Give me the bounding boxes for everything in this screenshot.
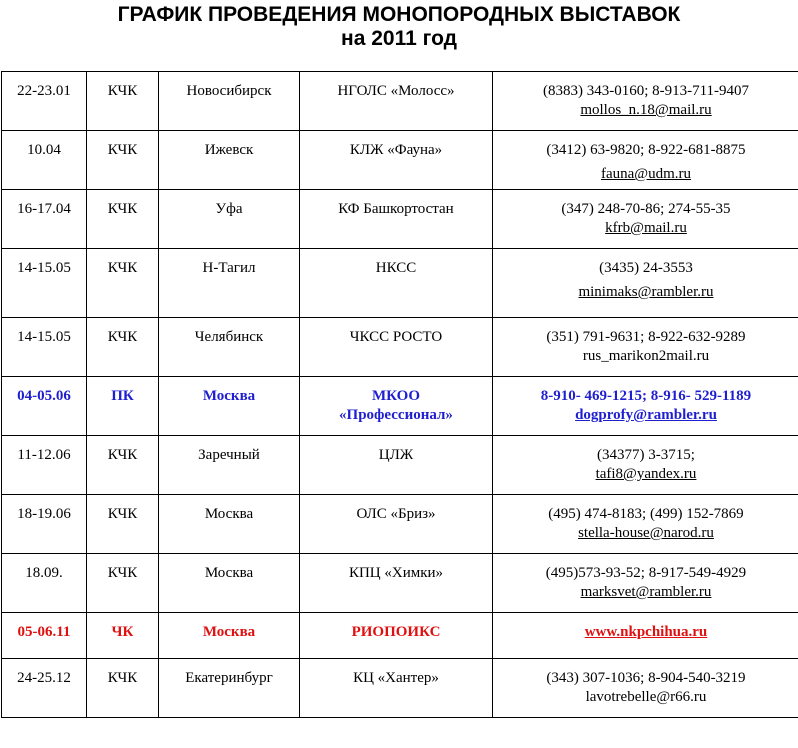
email-text: rus_marikon2mail.ru <box>582 348 710 364</box>
org-cell: НКСС <box>300 249 493 318</box>
table-row <box>2 249 798 318</box>
email-text: lavotrebelle@r66.ru <box>585 689 707 705</box>
table-row <box>2 318 798 377</box>
email-link[interactable]: fauna@udm.ru <box>600 166 692 182</box>
phone-text: 8-910- 469-1215; 8-916- 529-1189 <box>540 388 752 404</box>
type-cell: КЧК <box>87 318 159 377</box>
type-cell: КЧК <box>87 190 159 249</box>
email-link[interactable]: minimaks@rambler.ru <box>578 284 714 300</box>
date-cell: 16-17.04 <box>2 190 87 249</box>
date-cell: 11-12.06 <box>2 436 87 495</box>
org-line-1: МКОО <box>372 388 420 404</box>
org-cell: РИОПОИКС <box>300 613 493 659</box>
contact-cell <box>493 318 798 377</box>
date-cell: 18-19.06 <box>2 495 87 554</box>
email-link[interactable]: marksvet@rambler.ru <box>580 584 712 600</box>
contact-cell <box>493 613 798 659</box>
date-cell: 10.04 <box>2 131 87 190</box>
org-line-2: «Профессионал» <box>339 407 453 423</box>
city-cell: Москва <box>159 613 300 659</box>
phone-text: (34377) 3-3715; <box>597 447 695 463</box>
contact-cell <box>493 249 798 318</box>
type-cell: КЧК <box>87 249 159 318</box>
org-cell: КЦ «Хантер» <box>300 659 493 718</box>
city-cell: Новосибирск <box>159 72 300 131</box>
website-link[interactable]: www.nkpchihua.ru <box>584 624 708 640</box>
phone-text: (347) 248-70-86; 274-55-35 <box>561 201 731 217</box>
org-cell: ЦЛЖ <box>300 436 493 495</box>
date-cell: 24-25.12 <box>2 659 87 718</box>
phone-text: (351) 791-9631; 8-922-632-9289 <box>546 329 746 345</box>
org-cell <box>300 377 493 436</box>
table-row <box>2 659 798 718</box>
contact-cell <box>493 72 798 131</box>
contact-cell <box>493 131 798 190</box>
city-cell: Москва <box>159 377 300 436</box>
contact-cell <box>493 377 798 436</box>
org-cell: КФ Башкортостан <box>300 190 493 249</box>
phone-text: (8383) 343-0160; 8-913-711-9407 <box>542 83 750 99</box>
phone-text: (495)573-93-52; 8-917-549-4929 <box>545 565 747 581</box>
date-cell: 14-15.05 <box>2 249 87 318</box>
city-cell: Заречный <box>159 436 300 495</box>
date-cell: 22-23.01 <box>2 72 87 131</box>
date-cell: 04-05.06 <box>2 377 87 436</box>
email-link[interactable]: dogprofy@rambler.ru <box>575 407 717 423</box>
type-cell: КЧК <box>87 659 159 718</box>
phone-text: (3435) 24-3553 <box>599 260 693 276</box>
phone-text: (495) 474-8183; (499) 152-7869 <box>548 506 744 522</box>
contact-cell <box>493 659 798 718</box>
type-cell: КЧК <box>87 554 159 613</box>
city-cell: Москва <box>159 554 300 613</box>
table-row <box>2 436 798 495</box>
org-cell: ЧКСС РОСТО <box>300 318 493 377</box>
city-cell: Екатеринбург <box>159 659 300 718</box>
type-cell: ЧК <box>87 613 159 659</box>
title-line-1: ГРАФИК ПРОВЕДЕНИЯ МОНОПОРОДНЫХ ВЫСТАВОК <box>117 3 681 26</box>
table-row <box>2 554 798 613</box>
table-row <box>2 72 798 131</box>
city-cell: Челябинск <box>159 318 300 377</box>
date-cell: 14-15.05 <box>2 318 87 377</box>
table-row-highlight-red <box>2 613 798 659</box>
type-cell: ПК <box>87 377 159 436</box>
email-link[interactable]: tafi8@yandex.ru <box>595 466 697 482</box>
table-row <box>2 131 798 190</box>
phone-text: (343) 307-1036; 8-904-540-3219 <box>546 670 746 686</box>
org-cell: КПЦ «Химки» <box>300 554 493 613</box>
table-row <box>2 190 798 249</box>
table-row <box>2 495 798 554</box>
date-cell: 05-06.11 <box>2 613 87 659</box>
email-link[interactable]: stella-house@narod.ru <box>578 525 714 541</box>
org-cell: ОЛС «Бриз» <box>300 495 493 554</box>
email-link[interactable]: mollos_n.18@mail.ru <box>580 102 712 118</box>
table-row-highlight-blue <box>2 377 798 436</box>
type-cell: КЧК <box>87 72 159 131</box>
phone-text: (3412) 63-9820; 8-922-681-8875 <box>546 142 746 158</box>
email-link[interactable]: kfrb@mail.ru <box>605 220 687 236</box>
city-cell: Н-Тагил <box>159 249 300 318</box>
city-cell: Москва <box>159 495 300 554</box>
org-cell: КЛЖ «Фауна» <box>300 131 493 190</box>
type-cell: КЧК <box>87 436 159 495</box>
title-line-2: на 2011 год <box>341 27 457 50</box>
type-cell: КЧК <box>87 131 159 190</box>
contact-cell <box>493 495 798 554</box>
contact-cell <box>493 436 798 495</box>
contact-cell <box>493 554 798 613</box>
org-cell: НГОЛС «Молосс» <box>300 72 493 131</box>
city-cell: Уфа <box>159 190 300 249</box>
contact-cell <box>493 190 798 249</box>
city-cell: Ижевск <box>159 131 300 190</box>
exhibition-schedule-table <box>1 71 798 718</box>
date-cell: 18.09. <box>2 554 87 613</box>
type-cell: КЧК <box>87 495 159 554</box>
